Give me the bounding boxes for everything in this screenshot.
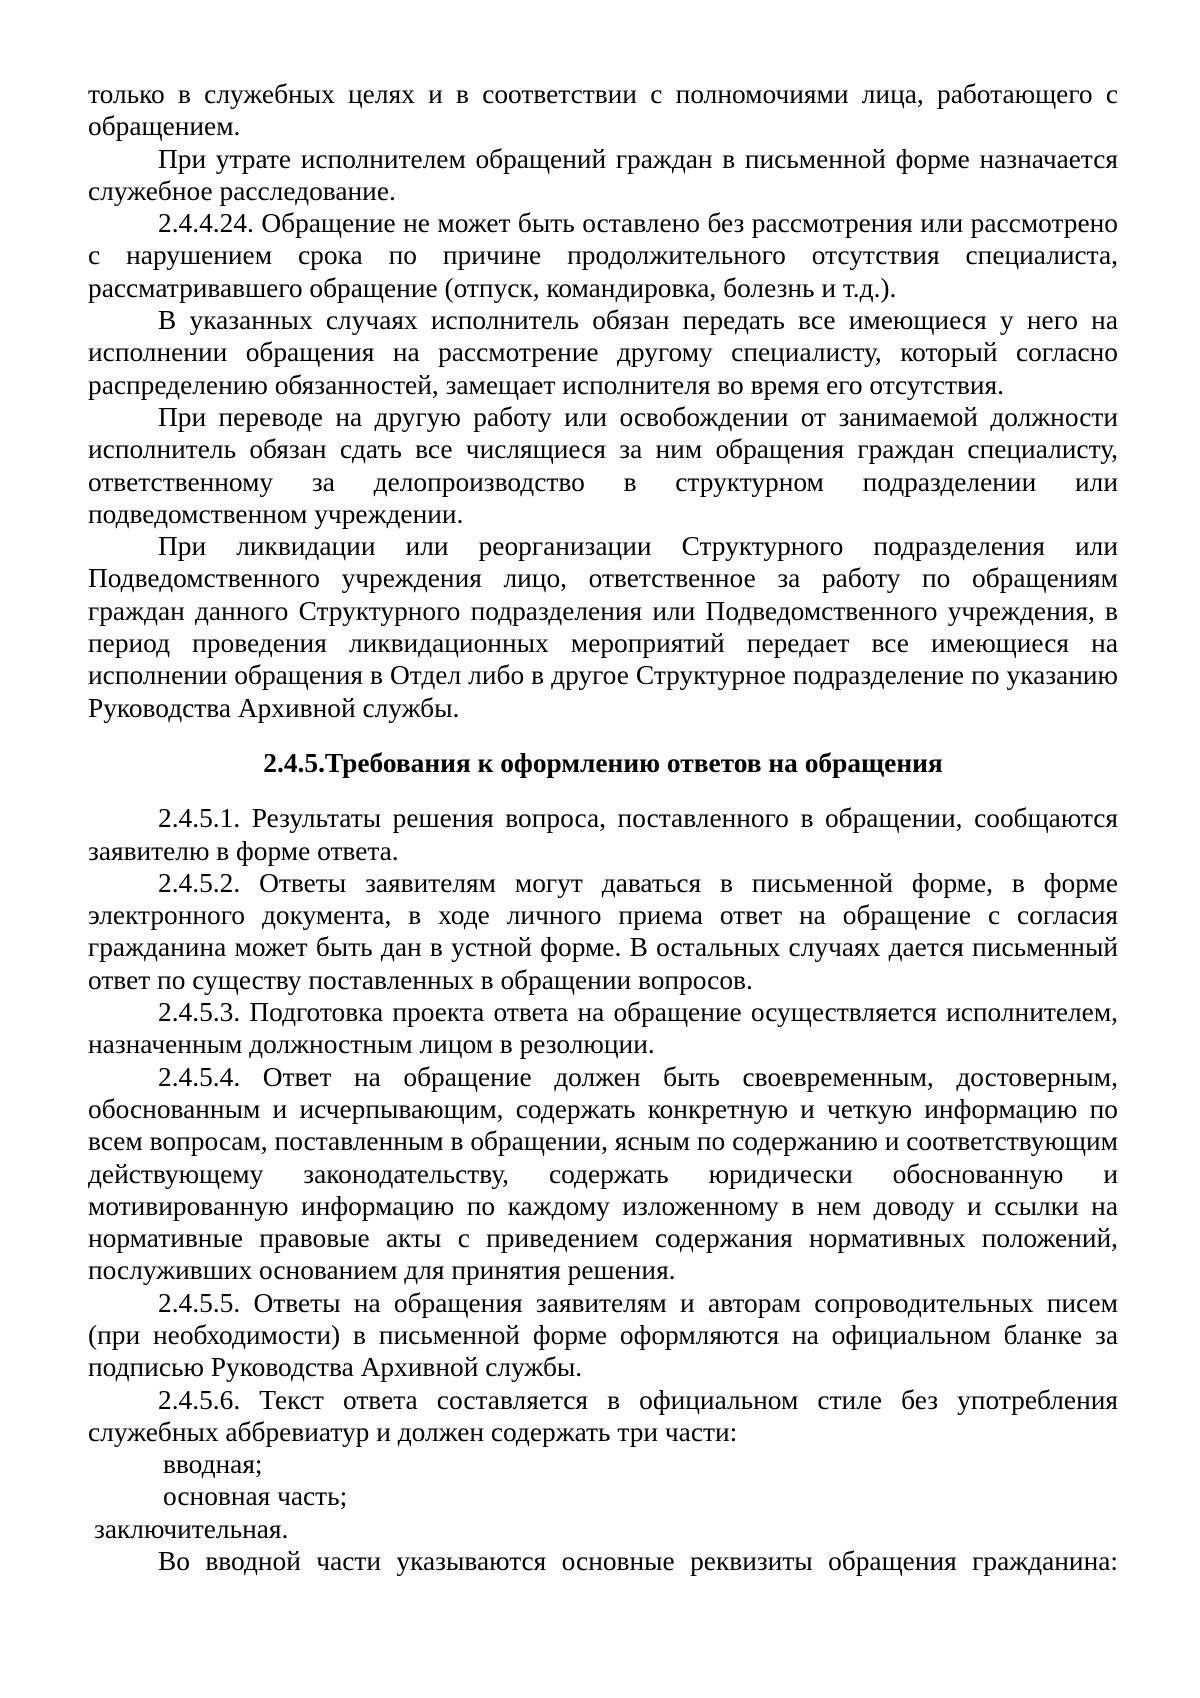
paragraph-loss-investigation: При утрате исполнителем обращений граждан в письменной форме назначается служебное расследование. <box>88 143 1118 206</box>
paragraph-2-4-5-4: 2.4.5.4. Ответ на обращение должен быть своевременным, достоверным, обоснованным и исчерпывающим, содержать конкретную и четкую информацию по всем вопросам, поставленным в обращении, ясным по содержанию и соответствующим действующему законодательству, содержать юридически обоснованную и мотивированную информацию по каждому изложенному в нем доводу и ссылки на нормативные правовые акты с приведением содержания нормативных положений, послуживших основанием для принятия решения. <box>88 1061 1118 1286</box>
paragraph-2-4-5-3: 2.4.5.3. Подготовка проекта ответа на обращение осуществляется исполнителем, назначенным должностным лицом в резолюции. <box>88 997 1118 1060</box>
section-heading: 2.4.5.Требования к оформлению ответов на обращения <box>263 747 943 778</box>
paragraph-2-4-5-6: 2.4.5.6. Текст ответа составляется в официальном стиле без употребления служебных аббревиатур и должен содержать три части: <box>88 1384 1118 1447</box>
list-item-intro: вводная; <box>163 1449 263 1480</box>
paragraph-intro-details: Во вводной части указываются основные реквизиты обращения гражданина: <box>158 1546 1118 1577</box>
list-item-main: основная часть; <box>163 1481 348 1512</box>
paragraph-transfer-to-specialist: В указанных случаях исполнитель обязан передать все имеющиеся у него на исполнении обращения на рассмотрение другому специалисту, который согласно распределению обязанностей, замещает исполнителя во время его отсутствия. <box>88 305 1118 400</box>
paragraph-2-4-5-1: 2.4.5.1. Результаты решения вопроса, поставленного в обращении, сообщаются заявителю в форме ответа. <box>88 803 1118 866</box>
paragraph-2-4-5-5: 2.4.5.5. Ответы на обращения заявителям и авторам сопроводительных писем (при необходимости) в письменной форме оформляются на официальном бланке за подписью Руководства Архивной службы. <box>88 1287 1118 1383</box>
paragraph-2-4-5-2: 2.4.5.2. Ответы заявителям могут даваться в письменной форме, в форме электронного документа, в ходе личного приема ответ на обращение с согласия гражданина может быть дан в устной форме. В остальных случаях дается письменный ответ по существу поставленных в обращении вопросов. <box>88 867 1118 995</box>
list-item-conclusion: заключительная. <box>94 1513 289 1544</box>
document-page <box>88 78 1118 1577</box>
paragraph-continuation: только в служебных целях и в соответствии с полномочиями лица, работающего с обращением. <box>88 79 1118 142</box>
paragraph-job-change: При переводе на другую работу или освобождении от занимаемой должности исполнитель обязан сдать все числящиеся за ним обращения граждан специалисту, ответственному за делопроизводство в структурном подразделении или подведомственном учреждении. <box>88 401 1118 529</box>
paragraph-liquidation: При ликвидации или реорганизации Структурного подразделения или Подведомственного учреждения лицо, ответственное за работу по обращениям граждан данного Структурного подразделения или Подведомственного учреждения, в период проведения ликвидационных мероприятий передает все имеющиеся на исполнении обращения в Отдел либо в другое Структурное подразделение по указанию Руководства Архивной службы. <box>88 531 1118 723</box>
paragraph-2-4-4-24: 2.4.4.24. Обращение не может быть оставлено без рассмотрения или рассмотрено с нарушением срока по причине продолжительного отсутствия специалиста, рассматривавшего обращение (отпуск, командировка, болезнь и т.д.). <box>88 208 1118 303</box>
